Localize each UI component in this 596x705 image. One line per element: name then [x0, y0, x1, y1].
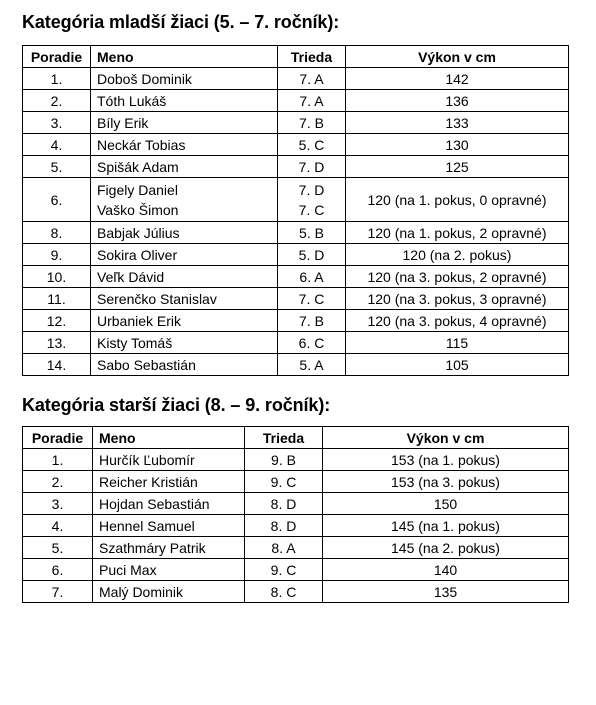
table-row [23, 156, 569, 178]
class-cell: 7. B [278, 112, 346, 134]
result-cell: 130 [346, 134, 569, 156]
result-cell: 120 (na 2. pokus) [346, 244, 569, 266]
result-cell: 120 (na 1. pokus, 2 opravné) [346, 222, 569, 244]
rank-cell: 4. [23, 515, 93, 537]
class-cell: 8. A [245, 537, 323, 559]
result-cell: 120 (na 3. pokus, 4 opravné) [346, 310, 569, 332]
table-header-row [23, 46, 569, 68]
senior-results-table [22, 426, 569, 603]
result-cell: 153 (na 1. pokus) [323, 449, 569, 471]
senior-category-title: Kategória starší žiaci (8. – 9. ročník): [22, 395, 331, 415]
rank-cell: 6. [23, 178, 91, 222]
table-row [23, 288, 569, 310]
class-cell: 9. B [245, 449, 323, 471]
result-cell: 145 (na 2. pokus) [323, 537, 569, 559]
name-cell: Szathmáry Patrik [93, 537, 245, 559]
class-cell: 5. B [278, 222, 346, 244]
table-row [23, 493, 569, 515]
rank-cell: 5. [23, 156, 91, 178]
rank-cell: 3. [23, 493, 93, 515]
result-cell: 105 [346, 354, 569, 376]
result-cell: 142 [346, 68, 569, 90]
name-cell: Malý Dominik [93, 581, 245, 603]
result-cell: 133 [346, 112, 569, 134]
class-line: 7. D [298, 181, 325, 198]
class-cell: 8. C [245, 581, 323, 603]
class-cell: 7. A [278, 68, 346, 90]
rank-cell: 1. [23, 449, 93, 471]
name-cell: Bíly Erik [91, 112, 278, 134]
rank-cell: 5. [23, 537, 93, 559]
table-row [23, 134, 569, 156]
name-cell: Hennel Samuel [93, 515, 245, 537]
rank-cell: 2. [23, 471, 93, 493]
table-row [23, 310, 569, 332]
result-cell: 120 (na 1. pokus, 0 opravné) [346, 178, 569, 222]
result-cell: 120 (na 3. pokus, 3 opravné) [346, 288, 569, 310]
rank-cell: 2. [23, 90, 91, 112]
result-cell: 153 (na 3. pokus) [323, 471, 569, 493]
result-cell: 150 [323, 493, 569, 515]
rank-cell: 13. [23, 332, 91, 354]
class-line: 7. C [298, 201, 325, 218]
class-cell: 7. C [278, 288, 346, 310]
name-cell: Kisty Tomáš [91, 332, 278, 354]
class-cell: 7. D [278, 156, 346, 178]
name-line: Vaško Šimon [97, 201, 179, 218]
name-cell: Urbaniek Erik [91, 310, 278, 332]
result-cell: 115 [346, 332, 569, 354]
rank-cell: 8. [23, 222, 91, 244]
name-cell: Veľk Dávid [91, 266, 278, 288]
table-row [23, 537, 569, 559]
rank-cell: 6. [23, 559, 93, 581]
header-rank: Poradie [23, 46, 91, 68]
class-cell: 9. C [245, 559, 323, 581]
class-cell: 9. C [245, 471, 323, 493]
class-cell: 5. A [278, 354, 346, 376]
header-name: Meno [93, 427, 245, 449]
rank-cell: 9. [23, 244, 91, 266]
header-class: Trieda [245, 427, 323, 449]
rank-cell: 14. [23, 354, 91, 376]
name-cell: Tóth Lukáš [91, 90, 278, 112]
result-cell: 140 [323, 559, 569, 581]
class-cell: 7. A [278, 90, 346, 112]
table-row [23, 559, 569, 581]
table-row [23, 68, 569, 90]
result-cell: 135 [323, 581, 569, 603]
rank-cell: 1. [23, 68, 91, 90]
class-cell: 8. D [245, 515, 323, 537]
table-row [23, 90, 569, 112]
name-cell: Reicher Kristián [93, 471, 245, 493]
result-cell: 120 (na 3. pokus, 2 opravné) [346, 266, 569, 288]
rank-cell: 4. [23, 134, 91, 156]
table-row [23, 178, 569, 222]
table-row [23, 515, 569, 537]
rank-cell: 12. [23, 310, 91, 332]
name-cell: Babjak Július [91, 222, 278, 244]
name-cell: Puci Max [93, 559, 245, 581]
name-cell: Neckár Tobias [91, 134, 278, 156]
table-row [23, 266, 569, 288]
table-row [23, 332, 569, 354]
header-class: Trieda [278, 46, 346, 68]
header-rank: Poradie [23, 427, 93, 449]
class-cell: 6. A [278, 266, 346, 288]
rank-cell: 7. [23, 581, 93, 603]
name-cell: Sokira Oliver [91, 244, 278, 266]
header-result: Výkon v cm [346, 46, 569, 68]
name-cell: Serenčko Stanislav [91, 288, 278, 310]
name-cell: Hurčík Ľubomír [93, 449, 245, 471]
class-cell [278, 178, 346, 222]
table-row [23, 222, 569, 244]
class-cell: 6. C [278, 332, 346, 354]
class-cell: 5. C [278, 134, 346, 156]
table-row [23, 354, 569, 376]
name-cell: Doboš Dominik [91, 68, 278, 90]
class-cell: 5. D [278, 244, 346, 266]
junior-category-title: Kategória mladší žiaci (5. – 7. ročník): [22, 12, 340, 32]
rank-cell: 3. [23, 112, 91, 134]
class-cell: 8. D [245, 493, 323, 515]
rank-cell: 11. [23, 288, 91, 310]
table-row [23, 112, 569, 134]
rank-cell: 10. [23, 266, 91, 288]
name-cell: Spišák Adam [91, 156, 278, 178]
table-row [23, 244, 569, 266]
name-cell [91, 178, 278, 222]
name-cell: Hojdan Sebastián [93, 493, 245, 515]
header-name: Meno [91, 46, 278, 68]
name-cell: Sabo Sebastián [91, 354, 278, 376]
table-row [23, 449, 569, 471]
header-result: Výkon v cm [323, 427, 569, 449]
table-row [23, 581, 569, 603]
name-line: Figely Daniel [97, 181, 178, 198]
table-header-row [23, 427, 569, 449]
junior-results-table [22, 45, 569, 376]
table-row [23, 471, 569, 493]
class-cell: 7. B [278, 310, 346, 332]
result-cell: 125 [346, 156, 569, 178]
result-cell: 145 (na 1. pokus) [323, 515, 569, 537]
result-cell: 136 [346, 90, 569, 112]
